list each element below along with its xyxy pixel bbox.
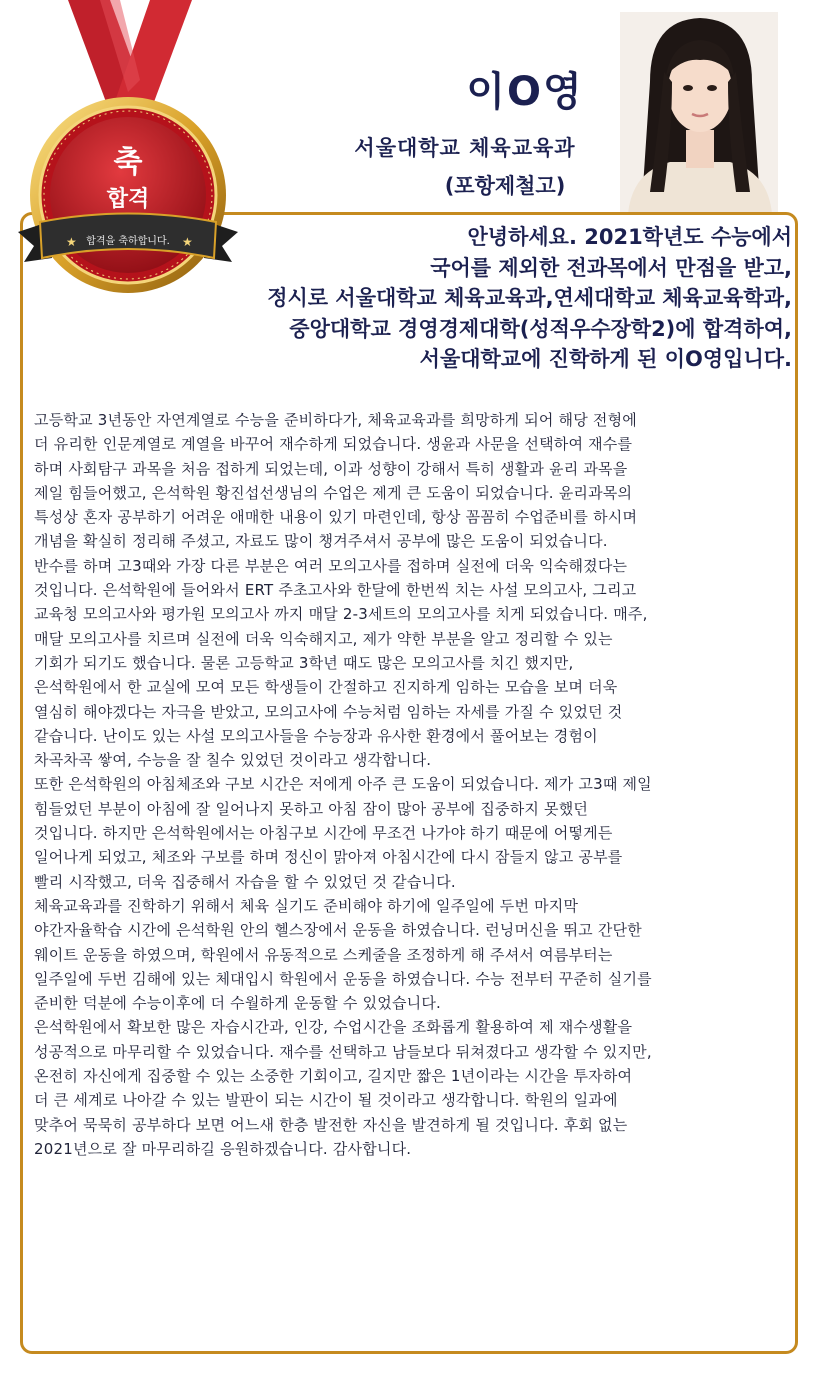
body-line: 제일 힘들어했고, 은석학원 황진섭선생님의 수업은 제게 큰 도움이 되었습니다. 윤리과목의 <box>34 483 633 502</box>
intro-line: 국어를 제외한 전과목에서 만점을 받고, <box>430 255 792 280</box>
body-line: 성공적으로 마무리할 수 있었습니다. 재수를 선택하고 남들보다 뒤쳐졌다고 생각할 수 있지만, <box>34 1042 652 1061</box>
medal-subtitle: 합격 <box>106 187 150 212</box>
body-line: 차곡차곡 쌓여, 수능을 잘 칠수 있었던 것이라고 생각합니다. <box>34 751 432 770</box>
body-line: 맞추어 묵묵히 공부하다 보면 어느새 한층 발전한 자신을 발견하게 될 것입니다. 후회 없는 <box>34 1115 628 1134</box>
body-line: 일주일에 두번 김해에 있는 체대입시 학원에서 운동을 하였습니다. 수능 전부터 꾸준히 실기를 <box>34 969 652 988</box>
intro-line: 서울대학교에 진학하게 된 이O영입니다. <box>419 347 792 371</box>
body-line: 준비한 덕분에 수능이후에 더 수월하게 운동할 수 있었습니다. <box>34 994 441 1013</box>
body-line: 빨리 시작했고, 더욱 집중해서 자습을 할 수 있었던 것 같습니다. <box>34 872 456 891</box>
congratulations-medal <box>0 0 260 310</box>
body-line: 개념을 확실히 정리해 주셨고, 자료도 많이 챙겨주셔서 공부에 많은 도움이 되었습니다. <box>34 532 608 551</box>
university-department: 서울대학교 체육교육과 <box>354 136 576 160</box>
body-line: 특성상 혼자 공부하기 어려운 애매한 내용이 있기 마련인데, 항상 꼼꼼히 수업준비를 하시며 <box>34 508 638 527</box>
body-line: 더 큰 세계로 나아갈 수 있는 발판이 되는 시간이 될 것이라고 생각합니다. 학원의 일과에 <box>34 1091 618 1110</box>
intro-line: 정시로 서울대학교 체육교육과,연세대학교 체육교육학과, <box>267 286 792 310</box>
body-line: 교육청 모의고사와 평가원 모의고사 까지 매달 2-3세트의 모의고사를 치게 되었습니다. 매주, <box>34 605 648 624</box>
intro-line: 중앙대학교 경영경제대학(성적우수장학2)에 합격하여, <box>289 316 792 341</box>
star-left-icon: ★ <box>66 235 77 249</box>
body-line: 웨이트 운동을 하였으며, 학원에서 유동적으로 스케줄을 조정하게 해 주셔서 여름부터는 <box>34 945 613 964</box>
body-line: 은석학원에서 한 교실에 모여 모든 학생들이 간절하고 진지하게 임하는 모습을 보며 더욱 <box>34 678 618 697</box>
medal-title: 축 <box>113 145 143 180</box>
body-line: 일어나게 되었고, 체조와 구보를 하며 정신이 맑아져 아침시간에 다시 잠들지 않고 공부를 <box>34 848 623 867</box>
body-line: 은석학원에서 확보한 많은 자습시간과, 인강, 수업시간을 조화롭게 활용하여 제 재수생활을 <box>34 1018 633 1037</box>
student-name: 이O영 <box>466 69 584 115</box>
body-line: 힘들었던 부분이 아침에 잘 일어나지 못하고 아침 잠이 많아 공부에 집중하지 못했던 <box>34 799 589 818</box>
body-line: 기회가 되기도 했습니다. 물론 고등학교 3학년 때도 많은 모의고사를 치긴 했지만, <box>34 653 574 672</box>
student-photo <box>620 12 778 214</box>
body-line: 매달 모의고사를 치르며 실전에 더욱 익숙해지고, 제가 약한 부분을 알고 정리할 수 있는 <box>34 629 613 648</box>
medal-ribbon-text: 합격을 축하합니다. <box>86 236 170 247</box>
intro-paragraph <box>232 222 792 375</box>
star-right-icon: ★ <box>182 235 193 249</box>
intro-line: 안녕하세요. 2021학년도 수능에서 <box>467 225 792 249</box>
body-line: 또한 은석학원의 아침체조와 구보 시간은 저에게 아주 큰 도움이 되었습니다. 제가 고3때 제일 <box>34 775 652 794</box>
body-line: 2021년으로 잘 마무리하길 응원하겠습니다. 감사합니다. <box>34 1139 412 1158</box>
body-line: 반수를 하며 고3때와 가장 다른 부분은 여러 모의고사를 접하며 실전에 더욱 익숙해졌다는 <box>34 556 628 575</box>
body-line: 고등학교 3년동안 자연계열로 수능을 준비하다가, 체육교육과를 희망하게 되어 해당 전형에 <box>34 411 637 429</box>
body-line: 것입니다. 하지만 은석학원에서는 아침구보 시간에 무조건 나가야 하기 때문에 어떻게든 <box>34 824 613 843</box>
high-school: (포항제철고) <box>444 174 566 198</box>
body-line: 야간자율학습 시간에 은석학원 안의 헬스장에서 운동을 하였습니다. 런닝머신을 뛰고 간단한 <box>34 921 642 940</box>
body-line: 열심히 해야겠다는 자극을 받았고, 모의고사에 수능처럼 임하는 자세를 가질 수 있었던 것 <box>34 702 623 721</box>
body-line: 하며 사회탐구 과목을 처음 접하게 되었는데, 이과 성향이 강해서 특히 생활과 윤리 과목을 <box>34 459 628 478</box>
body-line: 것입니다. 은석학원에 들어와서 ERT 주초고사와 한달에 한번씩 치는 사설 모의고사, 그리고 <box>34 581 637 600</box>
body-line: 체육교육과를 진학하기 위해서 체육 실기도 준비해야 하기에 일주일에 두번 마지막 <box>34 896 579 915</box>
body-line: 더 유리한 인문계열로 계열을 바꾸어 재수하게 되었습니다. 생윤과 사문을 선택하여 재수를 <box>34 435 633 454</box>
body-line: 같습니다. 난이도 있는 사설 모의고사들을 수능장과 유사한 환경에서 풀어보는 경험이 <box>34 726 598 745</box>
testimonial-body <box>34 408 794 1161</box>
body-line: 온전히 자신에게 집중할 수 있는 소중한 기회이고, 길지만 짧은 1년이라는 시간을 투자하여 <box>34 1067 633 1086</box>
